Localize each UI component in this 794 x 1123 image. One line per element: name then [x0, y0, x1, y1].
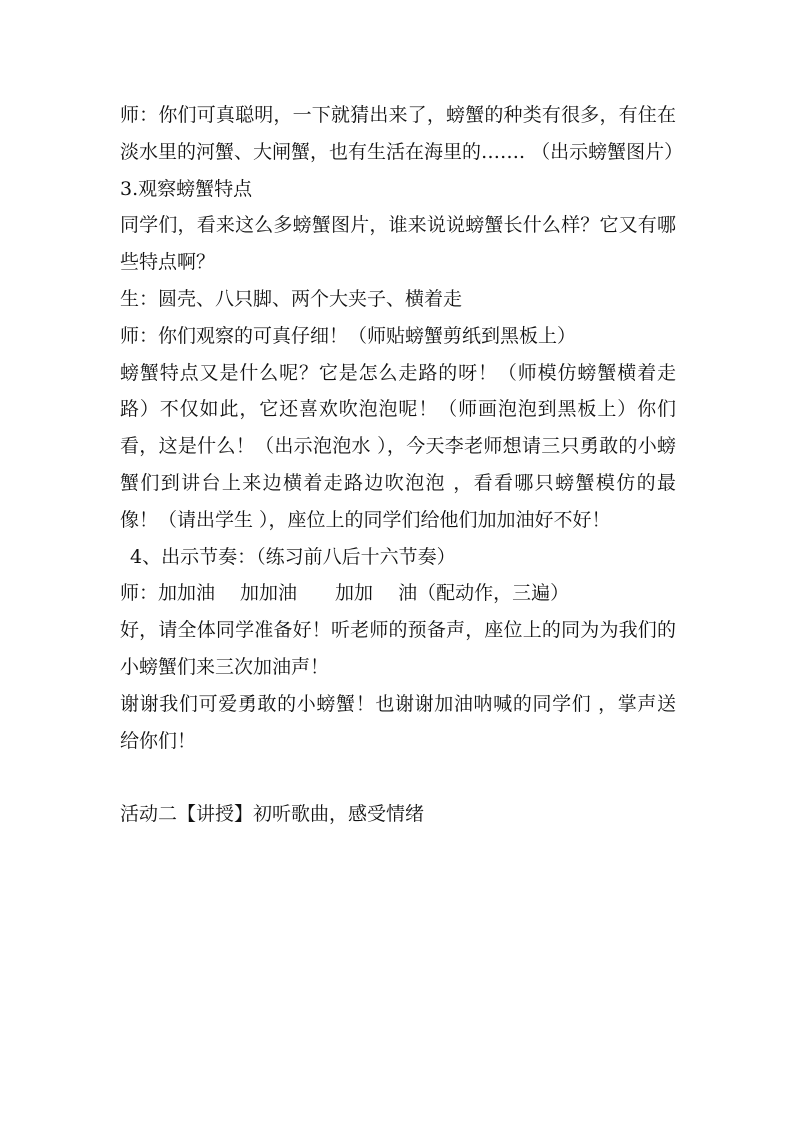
activity-heading: 活动二【讲授】初听歌曲，感受情绪 [120, 803, 425, 826]
blank-line [120, 759, 676, 796]
section-heading-rhythm: 4、出示节奏：（练习前八后十六节奏） [130, 545, 456, 568]
paragraph-teacher-praise: 师：你们可真聪明，一下就猜出来了，螃蟹的种类有很多，有住在淡水里的河蟹、大闸蟹，也有生活在海里的……. （出示螃蟹图片） [120, 104, 684, 163]
paragraph-teacher-observe: 师：你们观察的可真仔细！（师贴螃蟹剪纸到黑板上） [120, 324, 577, 347]
paragraph-cheer: 师：加加油 加加油 加加 油（配动作，三遍） [120, 582, 570, 605]
paragraph-question: 同学们，看来这么多螃蟹图片，谁来说说螃蟹长什么样？它又有哪些特点啊？ [120, 214, 676, 274]
section-heading-observe: 3.观察螃蟹特点 [120, 177, 253, 200]
document-body [120, 97, 684, 833]
paragraph-student-answer: 生：圆壳、八只脚、两个大夹子、横着走 [120, 287, 463, 310]
paragraph-crab-features: 螃蟹特点又是什么呢？它是怎么走路的呀！（师模仿螃蟹横着走路）不仅如此，它还喜欢吹泡泡呢！（师画泡泡到黑板上）你们看，这是什么！（出示泡泡水 ），今天李老师想请三只勇敢的小螃蟹们到讲台上来边横着走路边吹泡泡 ，看看哪只螃蟹模仿的最像！（请出学生 ），座位上的同学们给他们加加油好不好！ [120, 361, 676, 531]
paragraph-thanks: 谢谢我们可爱勇敢的小螃蟹！也谢谢加油呐喊的同学们 ，掌声送给你们！ [120, 692, 676, 752]
paragraph-prepare: 好，请全体同学准备好！听老师的预备声，座位上的同为为我们的小螃蟹们来三次加油声！ [120, 619, 676, 678]
